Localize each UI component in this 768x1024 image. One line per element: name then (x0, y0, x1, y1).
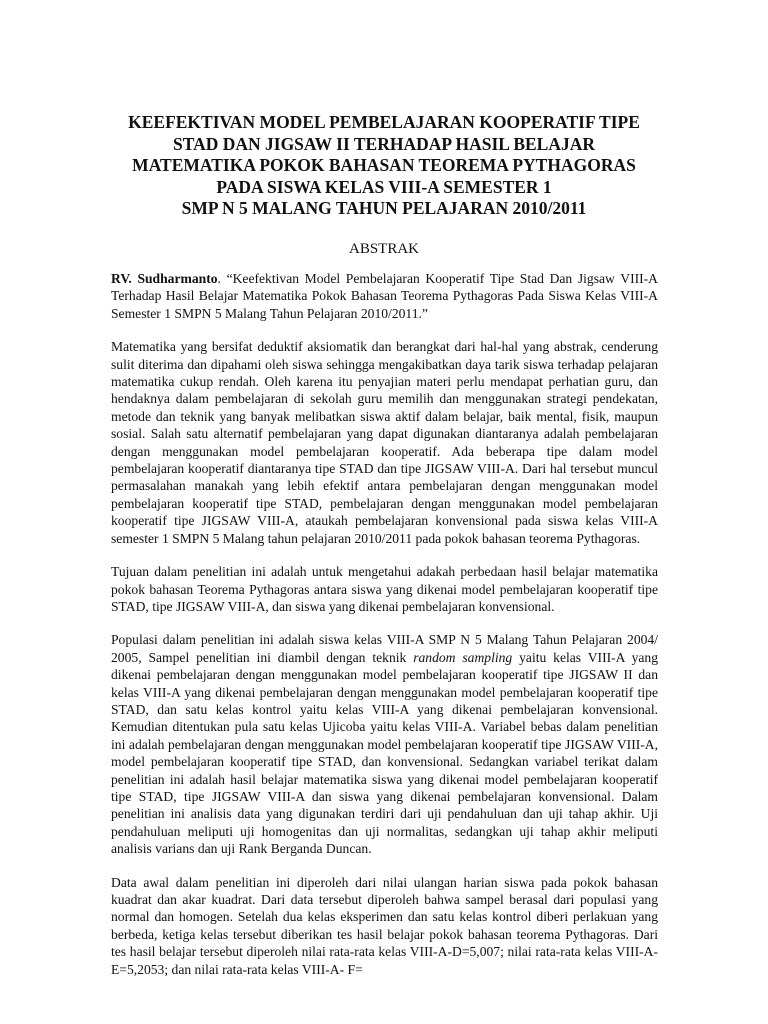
abstract-paragraph: Tujuan dalam penelitian ini adalah untuk mengetahui adakah perbedaan hasil belajar matematika pokok bahasan Teorema Pythagoras antara siswa yang dikenai model pembelajaran kooperatif tipe STAD, tipe JIGSAW VIII-A, dan siswa yang dikenai pembelajaran konvensional. (111, 564, 658, 614)
title-line: SMP N 5 MALANG TAHUN PELAJARAN 2010/2011 (181, 198, 587, 218)
paper-title (80, 112, 688, 220)
abstract-heading: ABSTRAK (348, 241, 419, 257)
title-line: KEEFEKTIVAN MODEL PEMBELAJARAN KOOPERATIF TIPE (128, 112, 640, 132)
paragraph-text: yaitu kelas VIII-A yang dikenai pembelajaran dengan menggunakan model pembelajaran kooperatif tipe JIGSAW II dan kelas VIII-A yang dikenai pembelajaran dengan menggunakan model pembelajaran kooperatif tipe STAD, dan satu kelas kontrol yaitu kelas VIII-A yang dikenai pembelajaran konvensional. Kemudian ditentukan pula satu kelas Ujicoba yaitu kelas VIII-A. Variabel bebas dalam penelitian ini adalah pembelajaran dengan menggunakan model pembelajaran kooperatif tipe JIGSAW VIII-A, model pembelajaran kooperatif tipe STAD, dan konvensional. Sedangkan variabel terikat dalam penelitian ini adalah hasil belajar matematika siswa yang dikenai model pembelajaran kooperatif tipe STAD, tipe JIGSAW VIII-A dan siswa yang dikenai pembelajaran konvensional. Dalam penelitian ini analisis data yang digunakan terdiri dari uji pendahuluan dan uji tahap akhir. Uji pendahuluan meliputi uji homogenitas dan uji normalitas, sedangkan uji tahap akhir meliputi analisis varians dan uji Rank Berganda Duncan. (111, 649, 659, 857)
title-line: MATEMATIKA POKOK BAHASAN TEOREMA PYTHAGORAS (132, 155, 636, 175)
italic-term: random sampling (413, 649, 513, 665)
paragraph-text: Populasi dalam penelitian ini adalah siswa kelas VIII-A SMP N 5 Malang Tahun Pelajaran 2004/ 2005, Sampel penelitian ini diambil dengan teknik (111, 632, 658, 665)
title-line: STAD DAN JIGSAW II TERHADAP HASIL BELAJAR (172, 133, 596, 154)
citation-paragraph (111, 270, 658, 322)
title-line: PADA SISWA KELAS VIII-A SEMESTER 1 (216, 176, 552, 197)
author-name: RV. Sudharmanto (111, 271, 218, 286)
abstract-body (111, 270, 658, 994)
citation-text: . “Keefektivan Model Pembelajaran Kooperatif Tipe Stad Dan Jigsaw VIII-A Terhadap Hasil Belajar Matematika Pokok Bahasan Teorema Pythagoras Pada Siswa Kelas VIII-A Semester 1 SMPN 5 Malang Tahun Pelajaran 2010/2011.” (111, 271, 659, 321)
abstract-paragraph: Data awal dalam penelitian ini diperoleh dari nilai ulangan harian siswa pada pokok bahasan kuadrat dan akar kuadrat. Dari data tersebut diperoleh bahwa sampel berasal dari populasi yang normal dan homogen. Setelah dua kelas eksperimen dan satu kelas kontrol diberi perlakuan yang berbeda, ketiga kelas tersebut diberikan tes hasil belajar pokok bahasan teorema Pythagoras. Dari tes hasil belajar tersebut diperoleh nilai rata-rata kelas VIII-A-D=5,007; nilai rata-rata kelas VIII-A-E=5,2053; dan nilai rata-rata kelas VIII-A- F= (111, 874, 658, 977)
abstract-paragraph (111, 631, 658, 857)
abstract-paragraph: Matematika yang bersifat deduktif aksiomatik dan berangkat dari hal-hal yang abstrak, cenderung sulit diterima dan dipahami oleh siswa sehingga mengakibatkan daya tarik siswa terhadap pelajaran matematika cukup rendah. Oleh karena itu penyajian materi perlu mendapat perhatian guru, dan hendaknya dalam pembelajaran di sekolah guru memilih dan menggunakan strategi pendekatan, metode dan teknik yang banyak melibatkan siswa aktif dalam belajar, baik mental, fisik, maupun sosial. Salah satu alternatif pembelajaran yang dapat digunakan diantaranya adalah pembelajaran dengan menggunakan model pembelajaran kooperatif. Ada beberapa tipe dalam model pembelajaran kooperatif diantaranya tipe STAD dan tipe JIGSAW VIII-A. Dari hal tersebut muncul permasalahan manakah yang lebih efektif antara pembelajaran dengan menggunakan model pembelajaran kooperatif tipe STAD, pembelajaran dengan menggunakan model pembelajaran kooperatif tipe JIGSAW VIII-A, ataukah pembelajaran konvensional pada siswa kelas VIII-A semester 1 SMPN 5 Malang tahun pelajaran 2010/2011 pada pokok bahasan teorema Pythagoras. (111, 339, 658, 546)
